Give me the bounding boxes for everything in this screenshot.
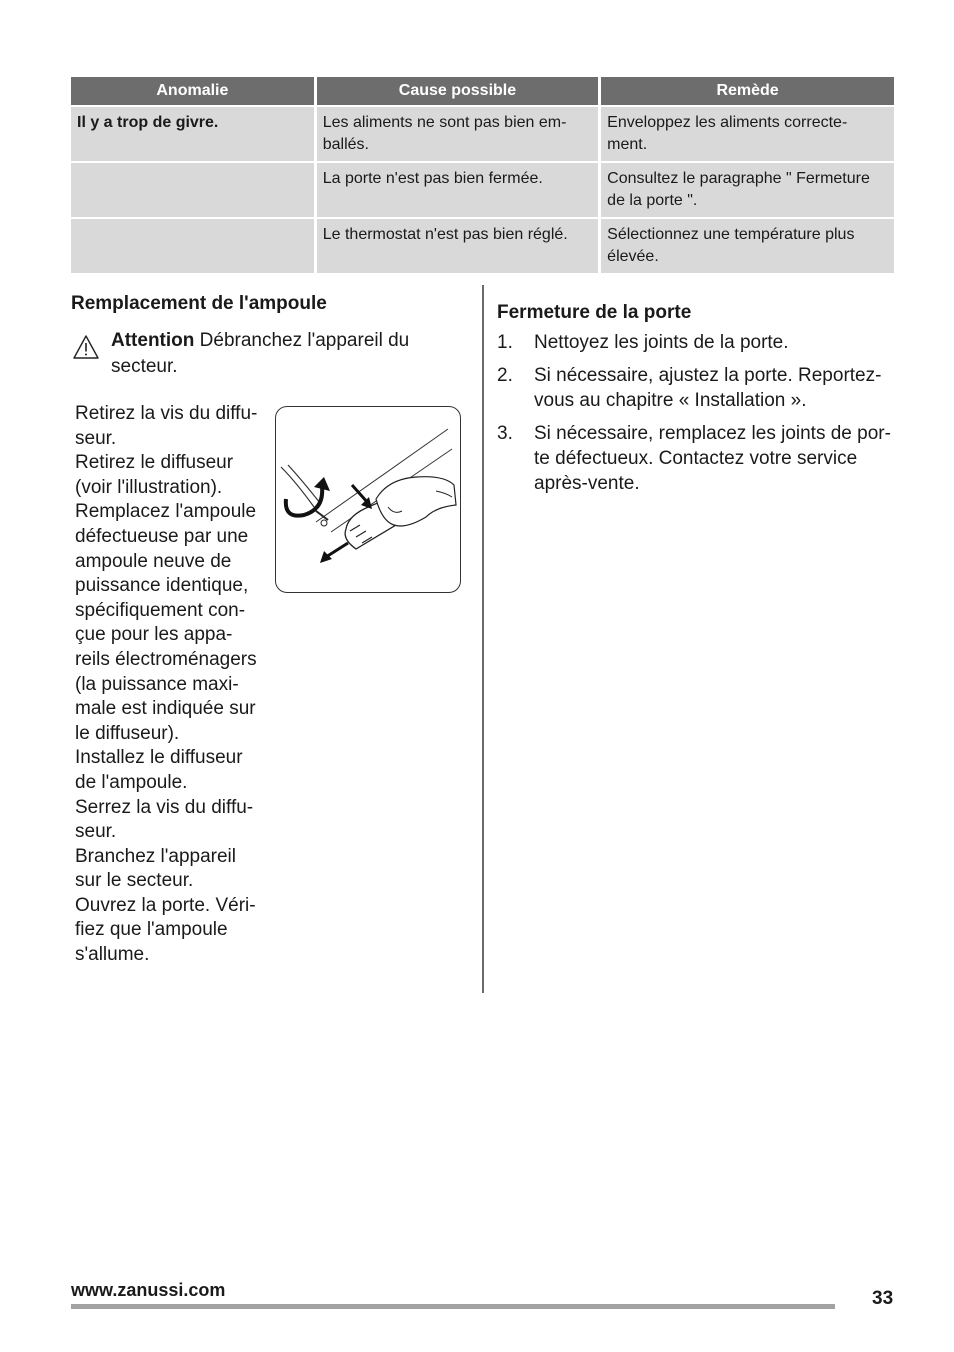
step-line: le diffuseur). <box>75 722 180 744</box>
remede-cell: Consultez le paragraphe " Fermeture de la porte ". <box>601 161 894 217</box>
step-line: seur. <box>75 821 117 843</box>
list-text: Si nécessaire, ajustez la porte. Reportez- vous au chapitre « Installation ». <box>534 365 882 411</box>
section-heading-door: Fermeture de la porte <box>497 302 692 323</box>
step-line: Retirez le diffuseur <box>75 452 234 474</box>
list-text: Si nécessaire, remplacez les joints de por- te défectueux. Contactez votre service après-vente. <box>534 423 891 494</box>
table-row <box>71 217 894 273</box>
step-line: reils électroménagers <box>75 648 257 670</box>
step-line: Branchez l'appareil <box>75 845 236 867</box>
door-steps-list <box>497 330 892 504</box>
warning-triangle-icon <box>72 334 100 360</box>
bulb-steps <box>75 402 265 968</box>
step-line: çue pour les appa- <box>75 624 233 646</box>
list-number: 1. <box>497 332 513 353</box>
remede-cell: Enveloppez les aliments correcte- ment. <box>601 105 894 161</box>
step-line: Retirez la vis du diffu- <box>75 403 258 424</box>
step-line: Ouvrez la porte. Véri- <box>75 894 256 916</box>
footer-url: www.zanussi.com <box>71 1280 226 1300</box>
step-line: seur. <box>75 427 117 449</box>
step-line: ampoule neuve de <box>75 550 232 572</box>
anomalie-cell <box>71 217 317 273</box>
column-header-remede: Remède <box>601 77 894 105</box>
bulb-replacement-illustration <box>275 406 461 593</box>
table-row <box>71 161 894 217</box>
list-text: Nettoyez les joints de la porte. <box>534 332 789 353</box>
anomalie-cell <box>71 161 317 217</box>
remede-cell: Sélectionnez une température plus élevée. <box>601 217 894 273</box>
footer-divider <box>71 1304 835 1309</box>
step-line: sur le secteur. <box>75 870 194 892</box>
step-line: spécifiquement con- <box>75 599 246 621</box>
troubleshooting-table <box>71 77 894 273</box>
list-item <box>497 421 892 496</box>
step-line: de l'ampoule. <box>75 771 188 793</box>
column-divider <box>482 285 484 993</box>
list-number: 3. <box>497 423 513 444</box>
anomalie-cell: Il y a trop de givre. <box>71 105 317 161</box>
diffuser-removal-drawing <box>276 407 461 593</box>
step-line: (voir l'illustration). <box>75 476 223 498</box>
step-line: Serrez la vis du diffu- <box>75 796 254 818</box>
step-line: Installez le diffuseur <box>75 747 243 769</box>
column-header-cause: Cause possible <box>317 77 601 105</box>
step-line: Remplacez l'ampoule <box>75 501 257 523</box>
step-line: puissance identique, <box>75 575 249 597</box>
step-line: fiez que l'ampoule <box>75 919 228 941</box>
cause-cell: Les aliments ne sont pas bien em- ballés. <box>317 105 601 161</box>
step-line: s'allume. <box>75 944 150 966</box>
list-item <box>497 363 892 413</box>
list-number: 2. <box>497 365 513 386</box>
step-line: défectueuse par une <box>75 525 249 547</box>
step-line: male est indiquée sur <box>75 698 256 720</box>
cause-cell: Le thermostat n'est pas bien réglé. <box>317 217 601 273</box>
warning-note <box>111 328 441 380</box>
page-number: 33 <box>872 1288 894 1309</box>
list-item <box>497 330 892 355</box>
cause-cell: La porte n'est pas bien fermée. <box>317 161 601 217</box>
section-heading-bulb: Remplacement de l'ampoule <box>71 293 327 314</box>
warning-text: Débranchez l'appareil du secteur. <box>111 330 410 377</box>
column-header-anomalie: Anomalie <box>71 77 317 105</box>
warning-label: Attention <box>111 330 195 351</box>
table-row <box>71 105 894 161</box>
step-line: (la puissance maxi- <box>75 673 239 695</box>
